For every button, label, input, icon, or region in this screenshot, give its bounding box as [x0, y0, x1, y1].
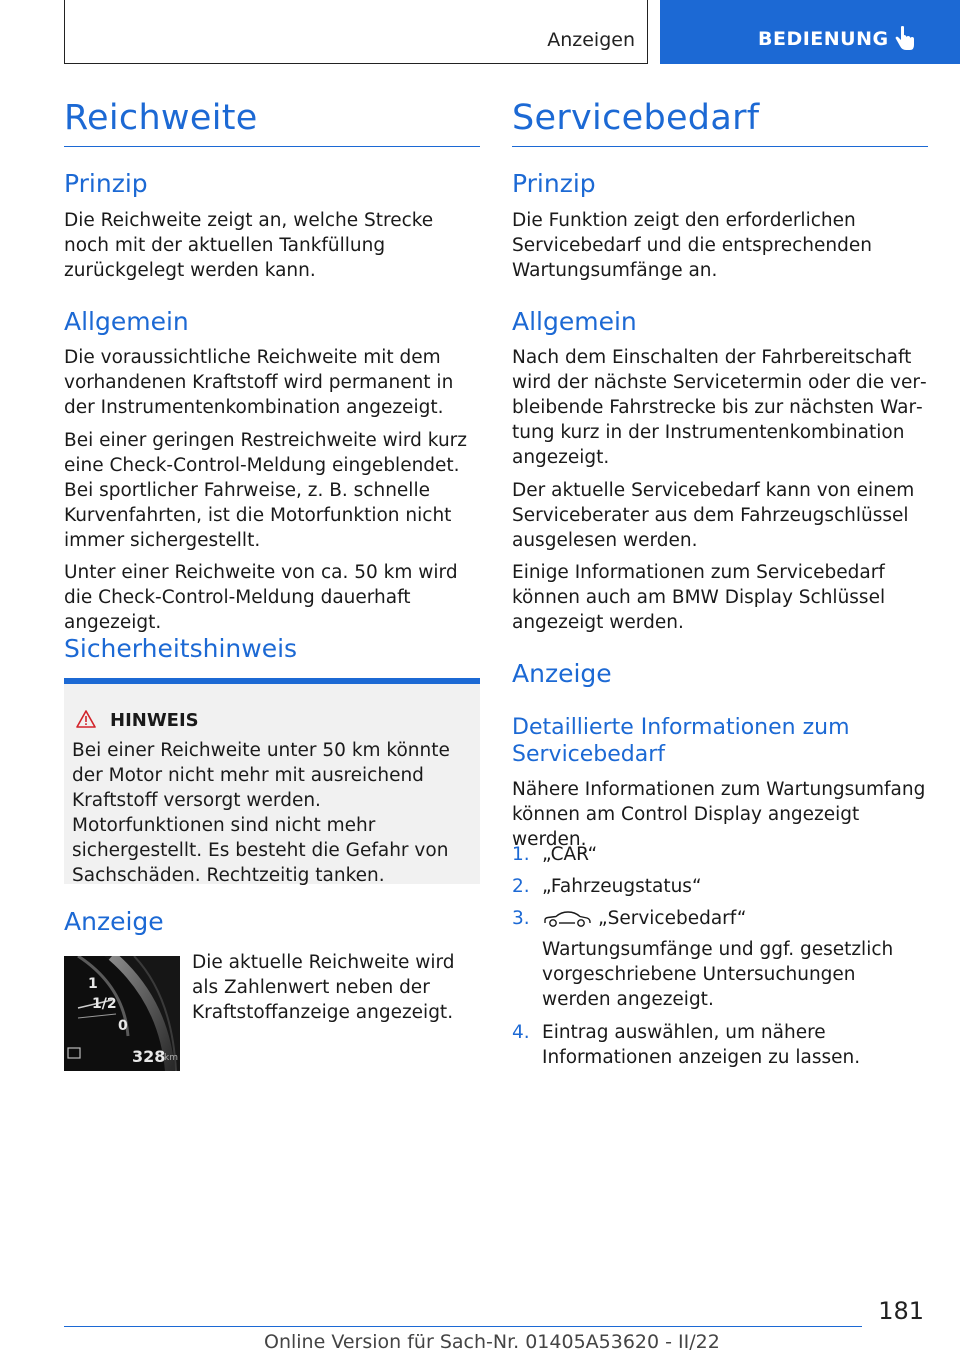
footer-rule — [64, 1326, 862, 1327]
page-number: 181 — [878, 1297, 924, 1325]
gauge-mark-half: 1/2 — [92, 996, 117, 1012]
left-allgemein-p2: Bei einer geringen Restreichweite wird kurz eine Check-Control-Meldung eingeblendet. Bei sportlicher Fahrweise, z. B. schnelle Kurvenfahrten, ist die Motorfunktion nicht immer sichergestellt. — [64, 430, 467, 551]
right-title-rule — [512, 146, 928, 147]
fuel-gauge-image — [64, 956, 180, 1071]
right-allgemein-p2: Der aktuelle Servicebedarf kann von einem Serviceberater aus dem Fahrzeugschlüssel ausgelesen werden. — [512, 480, 915, 551]
warning-icon — [76, 710, 96, 728]
left-allgemein-p3: Unter einer Reichweite von ca. 50 km wird die Check-Control-Meldung dauerhaft angezeigt. — [64, 562, 458, 633]
right-anzeige-heading: Anzeige — [512, 659, 612, 688]
left-title-rule — [64, 146, 480, 147]
left-title: Reichweite — [64, 98, 258, 138]
footer-version-text: Online Version für Sach-Nr. 01405A53620 - II/22 — [264, 1331, 720, 1353]
left-anzeige-text: Die aktuelle Reichweite wird als Zahlenwert neben der Kraftstoffanzeige angezeigt. — [192, 952, 455, 1023]
list-text: „CAR“ — [542, 844, 598, 865]
list-number: 1. — [512, 844, 530, 865]
right-prinzip-text: Die Funktion zeigt den erforderlichen Servicebedarf und die entsprechenden Wartungsumfänge an. — [512, 210, 872, 281]
left-sicherheit-heading: Sicherheitshinweis — [64, 634, 298, 663]
list-text: Eintrag auswählen, um nähere Informationen anzeigen zu lassen. — [542, 1022, 861, 1068]
range-value: 328 — [132, 1047, 166, 1066]
hand-pointer-icon — [894, 26, 916, 52]
right-prinzip-heading: Prinzip — [512, 169, 596, 198]
left-prinzip-heading: Prinzip — [64, 169, 148, 198]
header-section-box — [64, 0, 648, 64]
gauge-mark-empty: 0 — [118, 1018, 128, 1034]
list-text: „Fahrzeugstatus“ — [542, 876, 702, 897]
detail-heading: Detaillierte Informationen zum Servicebedarf — [512, 715, 850, 767]
list-number: 4. — [512, 1022, 530, 1043]
right-allgemein-p3: Einige Informationen zum Servicebedarf können auch am BMW Display Schlüssel angezeigt werden. — [512, 562, 886, 633]
list-subtext: Wartungsumfänge und ggf. gesetzlich vorgeschriebene Untersuchungen werden angezeigt. — [542, 939, 894, 1010]
car-service-icon — [542, 910, 592, 928]
list-text: „Servicebedarf“ — [598, 908, 747, 929]
right-allgemein-p1: Nach dem Einschalten der Fahrbereitschaft wird der nächste Servicetermin oder die verbleibende Fahrstrecke bis zur nächsten Wartung kurz in der Instrumentenkombination angezeigt. — [512, 347, 927, 468]
left-allgemein-p1: Die voraussichtliche Reichweite mit dem vorhandenen Kraftstoff wird permanent in der Instrumentenkombination angezeigt. — [64, 347, 454, 418]
list-number: 3. — [512, 908, 530, 929]
right-title: Servicebedarf — [512, 98, 760, 138]
range-unit: km — [164, 1053, 178, 1063]
list-item — [512, 906, 928, 1016]
notice-box — [64, 678, 480, 884]
right-allgemein-heading: Allgemein — [512, 307, 637, 336]
header-chapter-tab[interactable] — [660, 0, 960, 64]
header-chapter-label: BEDIENUNG — [758, 28, 889, 50]
header-section-label: Anzeigen — [547, 29, 635, 51]
gauge-mark-full: 1 — [88, 976, 98, 992]
notice-text: Bei einer Reichweite unter 50 km könnte der Motor nicht mehr mit ausreichend Kraftstoff versorgt werden. Motorfunktionen sind nicht mehr sichergestellt. Es besteht die Gefahr von Sachschäden. Rechtzeitig tanken. — [72, 740, 450, 886]
list-number: 2. — [512, 876, 530, 897]
left-anzeige-heading: Anzeige — [64, 907, 164, 936]
left-allgemein-heading: Allgemein — [64, 307, 189, 336]
left-prinzip-text: Die Reichweite zeigt an, welche Strecke noch mit der aktuellen Tankfüllung zurückgelegt werden kann. — [64, 210, 434, 281]
detail-text: Nähere Informationen zum Wartungsumfang können am Control Display angezeigt werden. — [512, 779, 926, 850]
notice-title: HINWEIS — [110, 710, 199, 731]
